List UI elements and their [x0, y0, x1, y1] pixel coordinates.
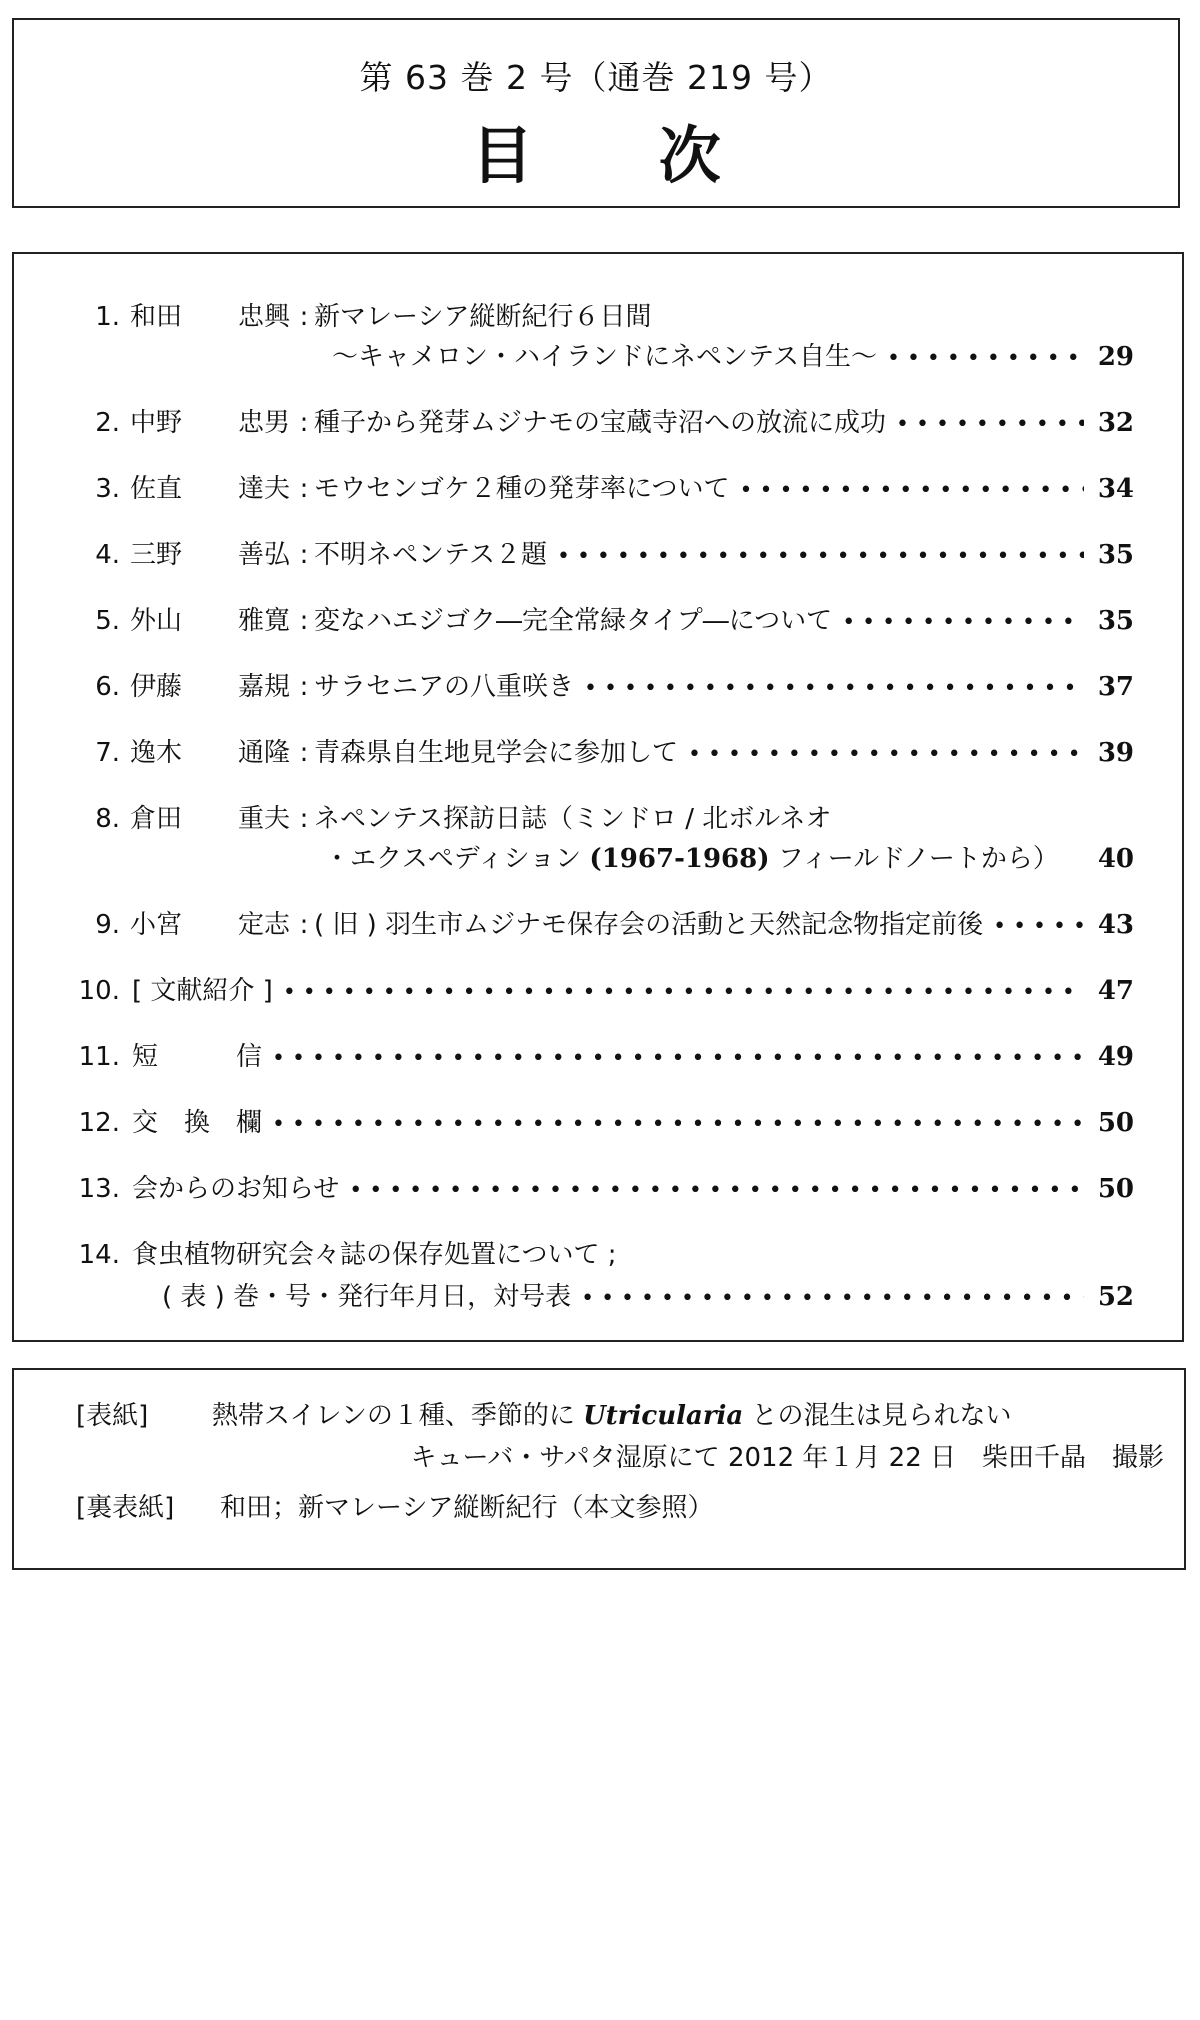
entry-author: 小宮 定志 [130, 910, 290, 940]
entry-title: 短 信 [132, 1042, 263, 1072]
dot-leader [887, 340, 1084, 378]
dot-leader [896, 406, 1084, 444]
entry-author: 逸木 通隆 [130, 738, 290, 768]
dot-leader [272, 1106, 1084, 1144]
entry-title: 変なハエジゴク―完全常緑タイプ―について [314, 606, 833, 636]
dot-leader [993, 908, 1084, 946]
dot-leader [283, 974, 1084, 1012]
entry-number: 14. [78, 1240, 120, 1270]
entry-number: 10. [78, 976, 120, 1006]
volume-line: 第 63 巻 2 号（通巻 219 号） [359, 58, 833, 97]
cover-info-box [12, 1368, 1186, 1570]
entry-page: 32 [1097, 408, 1134, 438]
dot-leader [584, 670, 1084, 708]
entry-title: ネペンテス探訪日誌（ミンドロ / 北ボルネオ [314, 804, 832, 834]
page-title: 目 次 [471, 119, 773, 192]
entry-number: 5. [95, 606, 120, 636]
dot-leader [272, 1040, 1084, 1078]
entry-page: 52 [1097, 1282, 1134, 1312]
entry-page: 37 [1097, 672, 1134, 702]
entry-title: 交 換 欄 [132, 1108, 263, 1138]
entry-number: 3. [95, 474, 120, 504]
entry-number: 11. [78, 1042, 120, 1072]
back-cover-label: [裏表紙] [76, 1493, 175, 1523]
dot-leader [842, 604, 1084, 642]
entry-title: 種子から発芽ムジナモの宝蔵寺沼への放流に成功 [314, 408, 887, 438]
dot-leader [581, 1280, 1084, 1318]
entry-page: 35 [1097, 606, 1134, 636]
entry-page: 40 [1097, 844, 1134, 874]
entry-number: 4. [95, 540, 120, 570]
entry-author: 三野 善弘 [130, 540, 290, 570]
header-box [12, 18, 1180, 208]
front-cover-text: 熱帯スイレンの１種、季節的に Utricularia との混生は見られない [212, 1401, 1012, 1431]
entry-title: ( 旧 ) 羽生市ムジナモ保存会の活動と天然記念物指定前後 [314, 910, 984, 940]
dot-leader [688, 736, 1084, 774]
entry-subtitle: ～キャメロン・ハイランドにネペンテス自生～ [332, 342, 877, 372]
front-cover-label: [表紙] [76, 1401, 149, 1431]
entry-title: 不明ネペンテス２題 [314, 540, 547, 570]
entry-page: 43 [1097, 910, 1134, 940]
entry-page: 39 [1097, 738, 1134, 768]
entry-title: [ 文献紹介 ] [132, 976, 273, 1006]
dot-leader [739, 472, 1084, 510]
entry-author: 伊藤 嘉規 [130, 672, 290, 702]
entry-page: 50 [1097, 1174, 1134, 1204]
entry-page: 35 [1097, 540, 1134, 570]
entry-number: 1. [95, 302, 120, 332]
entry-page: 34 [1097, 474, 1134, 504]
entry-title: 会からのお知らせ [132, 1174, 340, 1204]
entry-number: 7. [95, 738, 120, 768]
entry-number: 12. [78, 1108, 120, 1138]
entry-page: 47 [1097, 976, 1134, 1006]
entry-page: 29 [1097, 342, 1134, 372]
entry-page: 49 [1097, 1042, 1134, 1072]
entry-author: 中野 忠男 [130, 408, 290, 438]
entry-subtitle: ( 表 ) 巻・号・発行年月日，対号表 [162, 1282, 572, 1312]
back-cover-text: 和田；新マレーシア縦断紀行（本文参照） [220, 1493, 714, 1523]
entry-title: サラセニアの八重咲き [314, 672, 575, 702]
entry-page: 50 [1097, 1108, 1134, 1138]
entry-author: 佐直 達夫 [130, 474, 290, 504]
dot-leader [349, 1172, 1084, 1210]
entry-number: 6. [95, 672, 120, 702]
table-of-contents: 1. 和田 忠興 : 新マレーシア縦断紀行６日間 ～キャメロン・ハイランドにネペンテス自生～ ••••• 29 2. 中野 忠男 : 種子から発芽ムジナモの宝蔵寺沼への放流に成功 ••••• 32 3. 佐直 達夫 : モウセンゴケ２種の発芽率について ••••• 34 4. 三野 善弘 : 不明ネペンテス２題 ••••• 35 5. 外山 雅寛 : 変なハエジゴク―完全常緑タイプ―について ••••• 35 6. 伊藤 嘉規 : サラセニアの八重咲き ••••• 37 7. 逸木 通隆 : 青森県自生地見学会に参加して ••••• 39 8. 倉田 重夫 : ネペンテス探訪日誌（ミンドロ / 北ボルネオ ・エクスペディション (1967-1968) フィールドノートから） 40 9. 小宮 定志 : ( 旧 ) 羽生市ムジナモ保存会の活動と天然記念物指定前後 ••••• 43 10. [ 文献紹介 ] ••••• 47 11. 短 信 ••••• 49 12. 交 換 欄 ••••• 50 13. 会からのお知らせ ••••• 50 14. 食虫植物研究会々誌の保存処置について ; ( 表 ) 巻・号・発行年月日，対号表 ••••• 52 [12, 252, 1184, 1342]
entry-number: 9. [95, 910, 120, 940]
entry-author: 外山 雅寛 [130, 606, 290, 636]
entry-title: 新マレーシア縦断紀行６日間 [314, 302, 652, 332]
entry-title: 食虫植物研究会々誌の保存処置について ; [132, 1240, 617, 1270]
entry-number: 2. [95, 408, 120, 438]
entry-number: 8. [95, 804, 120, 834]
entry-number: 13. [78, 1174, 120, 1204]
entry-subtitle: ・エクスペディション (1967-1968) フィールドノートから） [324, 844, 1059, 874]
front-cover-credit: キューバ・サパタ湿原にて 2012 年１月 22 日 柴田千晶 撮影 [410, 1443, 1164, 1473]
dot-leader [557, 538, 1084, 576]
entry-title: 青森県自生地見学会に参加して [314, 738, 679, 768]
entry-author: 和田 忠興 [130, 302, 290, 332]
entry-title: モウセンゴケ２種の発芽率について [314, 474, 730, 504]
entry-author: 倉田 重夫 [130, 804, 290, 834]
